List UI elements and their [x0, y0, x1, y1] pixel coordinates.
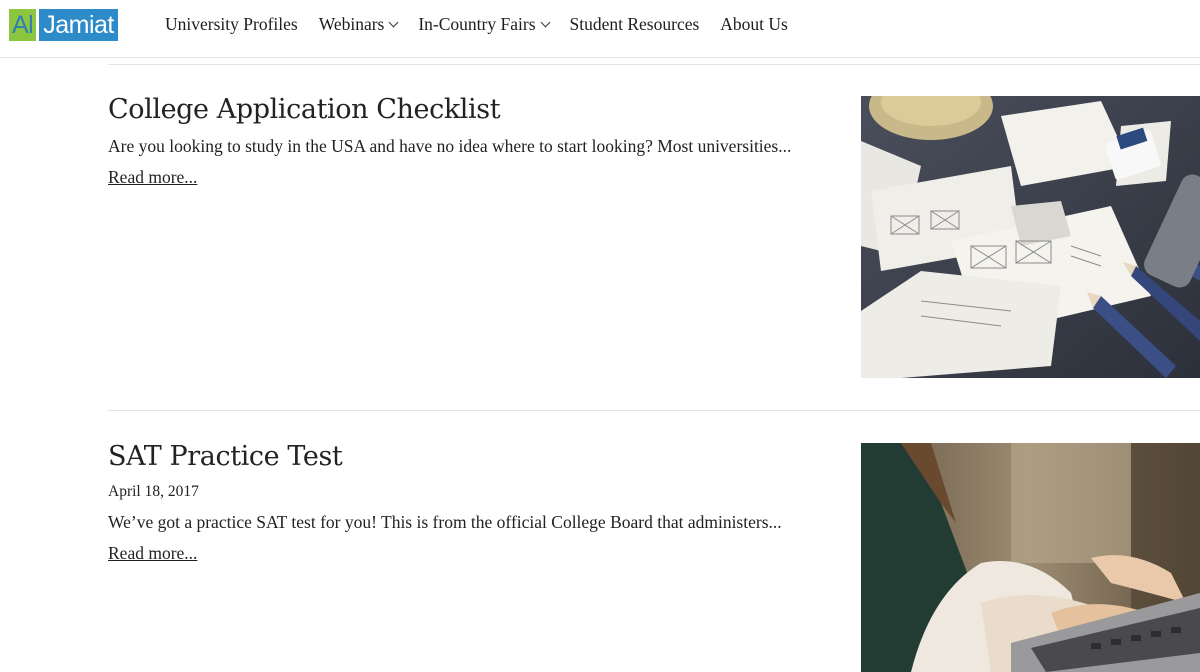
article-divider: [108, 410, 1200, 411]
article-date: April 18, 2017: [108, 483, 199, 500]
article-excerpt: We’ve got a practice SAT test for you! This is from the official College Board that administers...: [108, 512, 782, 532]
read-more-link[interactable]: Read more...: [108, 543, 198, 563]
nav-webinars[interactable]: [319, 14, 398, 35]
nav-in-country-fairs[interactable]: [418, 14, 548, 35]
logo-jamiat-text: Jamiat: [39, 9, 118, 41]
article-thumbnail-wireframes[interactable]: [861, 96, 1200, 378]
article-title[interactable]: College Application Checklist: [108, 94, 501, 125]
site-logo[interactable]: [9, 9, 118, 41]
nav-university-profiles[interactable]: [165, 14, 298, 35]
main-nav: [165, 14, 788, 35]
nav-label: In-Country Fairs: [418, 14, 536, 34]
chevron-down-icon: [389, 17, 399, 27]
chevron-down-icon: [540, 17, 550, 27]
wireframe-sketch-photo: [861, 96, 1200, 378]
nav-student-resources[interactable]: [570, 14, 700, 35]
nav-label: University Profiles: [165, 14, 298, 34]
read-more-link[interactable]: Read more...: [108, 167, 198, 187]
site-header: [0, 0, 1200, 58]
article-thumbnail-laptop[interactable]: [861, 443, 1200, 672]
nav-about-us[interactable]: [720, 14, 788, 35]
article-excerpt: Are you looking to study in the USA and have no idea where to start looking? Most universities...: [108, 136, 792, 156]
top-divider: [108, 64, 1200, 65]
nav-label: Student Resources: [569, 14, 700, 34]
nav-label: About Us: [720, 14, 788, 34]
logo-al-text: Al: [9, 9, 36, 41]
nav-label: Webinars: [318, 14, 385, 34]
laptop-typing-photo: [861, 443, 1200, 672]
article-title[interactable]: SAT Practice Test: [108, 441, 343, 472]
